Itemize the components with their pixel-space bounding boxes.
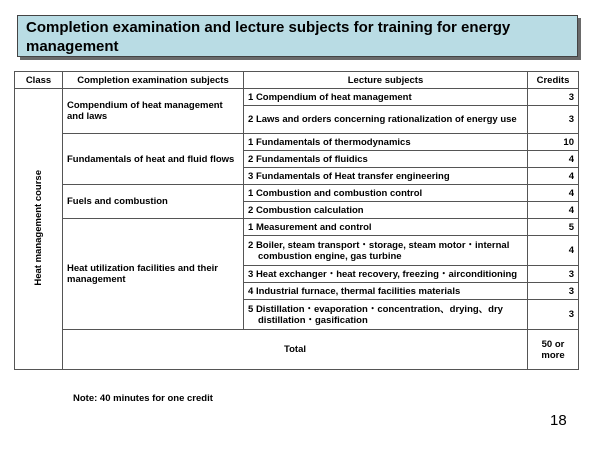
lecture-subject (244, 151, 528, 168)
exam-subject: Fundamentals of heat and fluid flows (63, 134, 244, 185)
lecture-num: 5 (248, 303, 254, 315)
lecture-num: 2 (248, 114, 254, 125)
subjects-table (14, 71, 579, 370)
lecture-subject (244, 134, 528, 151)
lecture-num: 1 (248, 91, 254, 103)
page-number: 18 (550, 412, 567, 429)
lecture-credits: 3 (528, 89, 579, 106)
table-row (15, 219, 579, 236)
lecture-name: Boiler, steam transport・storage, steam motor・internal combustion engine, gas turbine (255, 239, 510, 262)
lecture-num: 1 (248, 221, 254, 233)
lecture-credits: 4 (528, 185, 579, 202)
total-credits: 50 or more (528, 330, 579, 370)
lecture-credits: 3 (528, 266, 579, 283)
exam-subject: Compendium of heat management and laws (63, 89, 244, 134)
lecture-subject (244, 185, 528, 202)
lecture-num: 1 (248, 136, 254, 148)
lecture-subject (244, 236, 528, 266)
lecture-num: 3 (248, 268, 254, 280)
lecture-name: Compendium of heat management (255, 91, 412, 103)
lecture-name: Industrial furnace, thermal facilities materials (255, 285, 461, 297)
lecture-num: 1 (248, 187, 254, 199)
table-row (15, 185, 579, 202)
exam-subject: Fuels and combustion (63, 185, 244, 219)
lecture-name: Combustion calculation (255, 204, 364, 216)
class-cell (15, 89, 63, 370)
lecture-credits: 4 (528, 151, 579, 168)
lecture-name: Distillation・evaporation・concentration、drying、dry distillation・gasification (255, 303, 503, 326)
lecture-subject (244, 266, 528, 283)
class-label: Heat management course (33, 169, 44, 286)
lecture-subject (244, 202, 528, 219)
lecture-num: 4 (248, 285, 254, 297)
lecture-credits: 4 (528, 168, 579, 185)
header-class: Class (15, 72, 63, 89)
lecture-credits: 3 (528, 300, 579, 330)
lecture-subject (244, 219, 528, 236)
total-label: Total (63, 330, 528, 370)
lecture-subject (244, 106, 528, 134)
exam-subject: Heat utilization facilities and their management (63, 219, 244, 330)
lecture-credits: 10 (528, 134, 579, 151)
lecture-credits: 5 (528, 219, 579, 236)
header-lecture-subjects: Lecture subjects (244, 72, 528, 89)
lecture-num: 3 (248, 170, 254, 182)
table-row (15, 134, 579, 151)
lecture-num: 2 (248, 239, 254, 251)
table-header-row (15, 72, 579, 89)
lecture-name: Laws and orders concerning rationalization of energy use (255, 114, 517, 125)
lecture-name: Heat exchanger・heat recovery, freezing・airconditioning (255, 268, 518, 280)
lecture-credits: 3 (528, 106, 579, 134)
total-row (15, 330, 579, 370)
lecture-subject (244, 89, 528, 106)
header-credits: Credits (528, 72, 579, 89)
slide-title: Completion examination and lecture subjects for training for energy management (17, 15, 578, 57)
table-row (15, 89, 579, 106)
credit-note: Note: 40 minutes for one credit (73, 393, 213, 404)
lecture-credits: 4 (528, 202, 579, 219)
lecture-name: Fundamentals of thermodynamics (255, 136, 411, 148)
header-exam-subjects: Completion examination subjects (63, 72, 244, 89)
lecture-credits: 4 (528, 236, 579, 266)
lecture-name: Fundamentals of fluidics (255, 153, 368, 165)
lecture-name: Fundamentals of Heat transfer engineering (255, 170, 450, 182)
lecture-num: 2 (248, 153, 254, 165)
lecture-name: Combustion and combustion control (255, 187, 423, 199)
lecture-subject (244, 300, 528, 330)
lecture-subject (244, 283, 528, 300)
lecture-num: 2 (248, 204, 254, 216)
lecture-subject (244, 168, 528, 185)
lecture-credits: 3 (528, 283, 579, 300)
lecture-name: Measurement and control (255, 221, 372, 233)
